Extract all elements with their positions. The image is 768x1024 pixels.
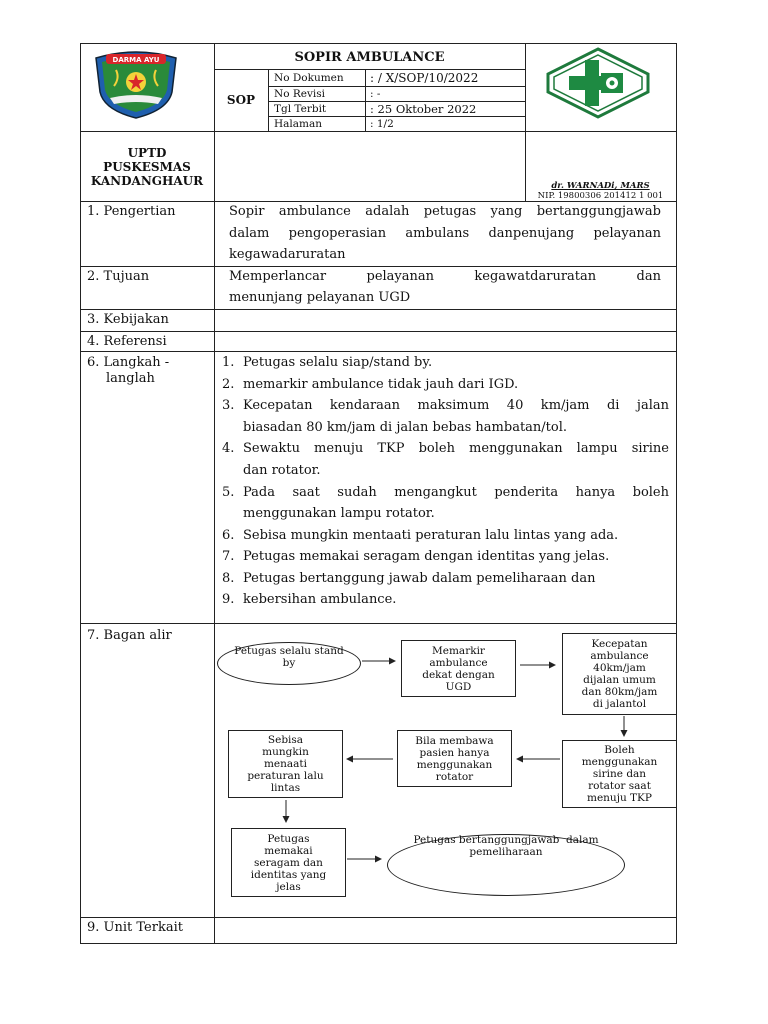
document-title: SOPIR AMBULANCE: [294, 50, 445, 65]
section-label-referensi: 4. Referensi: [87, 334, 167, 349]
step-number: 7.: [222, 549, 235, 564]
doc-row-label: No Revisi: [274, 88, 326, 100]
org-name-line: UPTD: [127, 146, 167, 160]
step-number: 1.: [222, 355, 235, 370]
step-text: menggunakan lampu rotator.: [243, 506, 435, 521]
flow-node-label: Boleh menggunakan sirine dan rotator saat menuju TKP: [581, 744, 658, 804]
step-text: Petugas selalu siap/stand by.: [243, 355, 433, 370]
tujuan-text-line: menunjang pelayanan UGD: [229, 290, 411, 305]
doc-row-value: : 1/2: [370, 118, 394, 130]
step-number: 4.: [222, 441, 235, 456]
section-label-kebijakan: 3. Kebijakan: [87, 312, 169, 327]
flow-node-box: [231, 828, 346, 897]
step-number: 9.: [222, 592, 235, 607]
section-label-unit: 9. Unit Terkait: [87, 920, 183, 935]
doc-row-value: : / X/SOP/10/2022: [370, 71, 479, 85]
doc-row-label: Tgl Terbit: [274, 103, 327, 115]
flow-node-box: [562, 633, 677, 715]
step-text: biasadan 80 km/jam di jalan bebas hambatan/tol.: [243, 420, 568, 435]
step-text: dan rotator.: [243, 463, 321, 478]
doc-row-value: : 25 Oktober 2022: [370, 102, 477, 116]
pengertian-text-line: dalam pengoperasian ambulans danpenujang pelayanan: [229, 226, 661, 241]
flow-node-label: Petugas memakai seragam dan identitas yang jelas: [250, 832, 327, 893]
step-number: 5.: [222, 485, 235, 500]
tujuan-text-line: Memperlancar pelayanan kegawatdaruratan dan: [229, 269, 661, 284]
step-number: 6.: [222, 528, 235, 543]
flow-node-label: Bila membawa pasien hanya menggunakan rotator: [415, 734, 494, 783]
org-name-line: KANDANGHAUR: [90, 174, 204, 188]
flow-node-label: Memarkir ambulance dekat dengan UGD: [422, 644, 495, 693]
flow-node-label: Petugas selalu stand by: [234, 645, 344, 669]
flow-node-label: Petugas bertanggungjawab dalam pemeliharaan: [413, 834, 599, 858]
pengertian-text-line: kegawadaruratan: [229, 247, 346, 262]
step-text: kebersihan ambulance.: [243, 592, 397, 607]
step-number: 3.: [222, 398, 235, 413]
step-text: Pada saat sudah mengangkut penderita hanya boleh: [243, 485, 669, 500]
flow-node-label: Sebisa mungkin menaati peraturan lalu lintas: [247, 734, 324, 794]
doc-row-label: No Dokumen: [274, 72, 344, 84]
flow-node-box: [397, 730, 512, 787]
section-label-langkah: langlah: [106, 371, 155, 386]
doc-row-label: Halaman: [274, 118, 323, 130]
step-number: 2.: [222, 377, 235, 392]
section-label-tujuan: 2. Tujuan: [87, 269, 150, 284]
org-name-line: PUSKESMAS: [103, 160, 191, 174]
flow-node-box: [228, 730, 343, 798]
section-label-langkah: 6. Langkah -: [87, 355, 170, 370]
pengertian-text-line: Sopir ambulance adalah petugas yang bertanggungjawab: [229, 204, 661, 219]
signer-nip: NIP. 19800306 201412 1 001: [537, 191, 664, 201]
step-number: 8.: [222, 571, 235, 586]
step-text: Petugas bertanggung jawab dalam pemeliharaan dan: [243, 571, 596, 586]
step-text: Sebisa mungkin mentaati peraturan lalu lintas yang ada.: [243, 528, 619, 543]
flow-node-label: Kecepatan ambulance 40km/jam dijalan umum dan 80km/jam di jalantol: [581, 638, 658, 710]
step-text: Kecepatan kendaraan maksimum 40 km/jam di jalan: [243, 398, 669, 413]
flow-node-box: [562, 740, 677, 808]
doc-row-value: : -: [370, 88, 381, 100]
step-text: Sewaktu menuju TKP boleh menggunakan lampu sirine: [243, 441, 669, 456]
section-label-pengertian: 1. Pengertian: [87, 204, 176, 219]
signer-name: dr. WARNADi, MARS: [551, 181, 650, 191]
flow-node-box: [401, 640, 516, 697]
regency-logo-text: DARMA AYU: [112, 56, 160, 64]
section-label-bagan: 7. Bagan alir: [87, 628, 172, 643]
sop-label: SOP: [226, 93, 256, 107]
step-text: memarkir ambulance tidak jauh dari IGD.: [243, 377, 519, 392]
step-text: Petugas memakai seragam dengan identitas yang jelas.: [243, 549, 610, 564]
